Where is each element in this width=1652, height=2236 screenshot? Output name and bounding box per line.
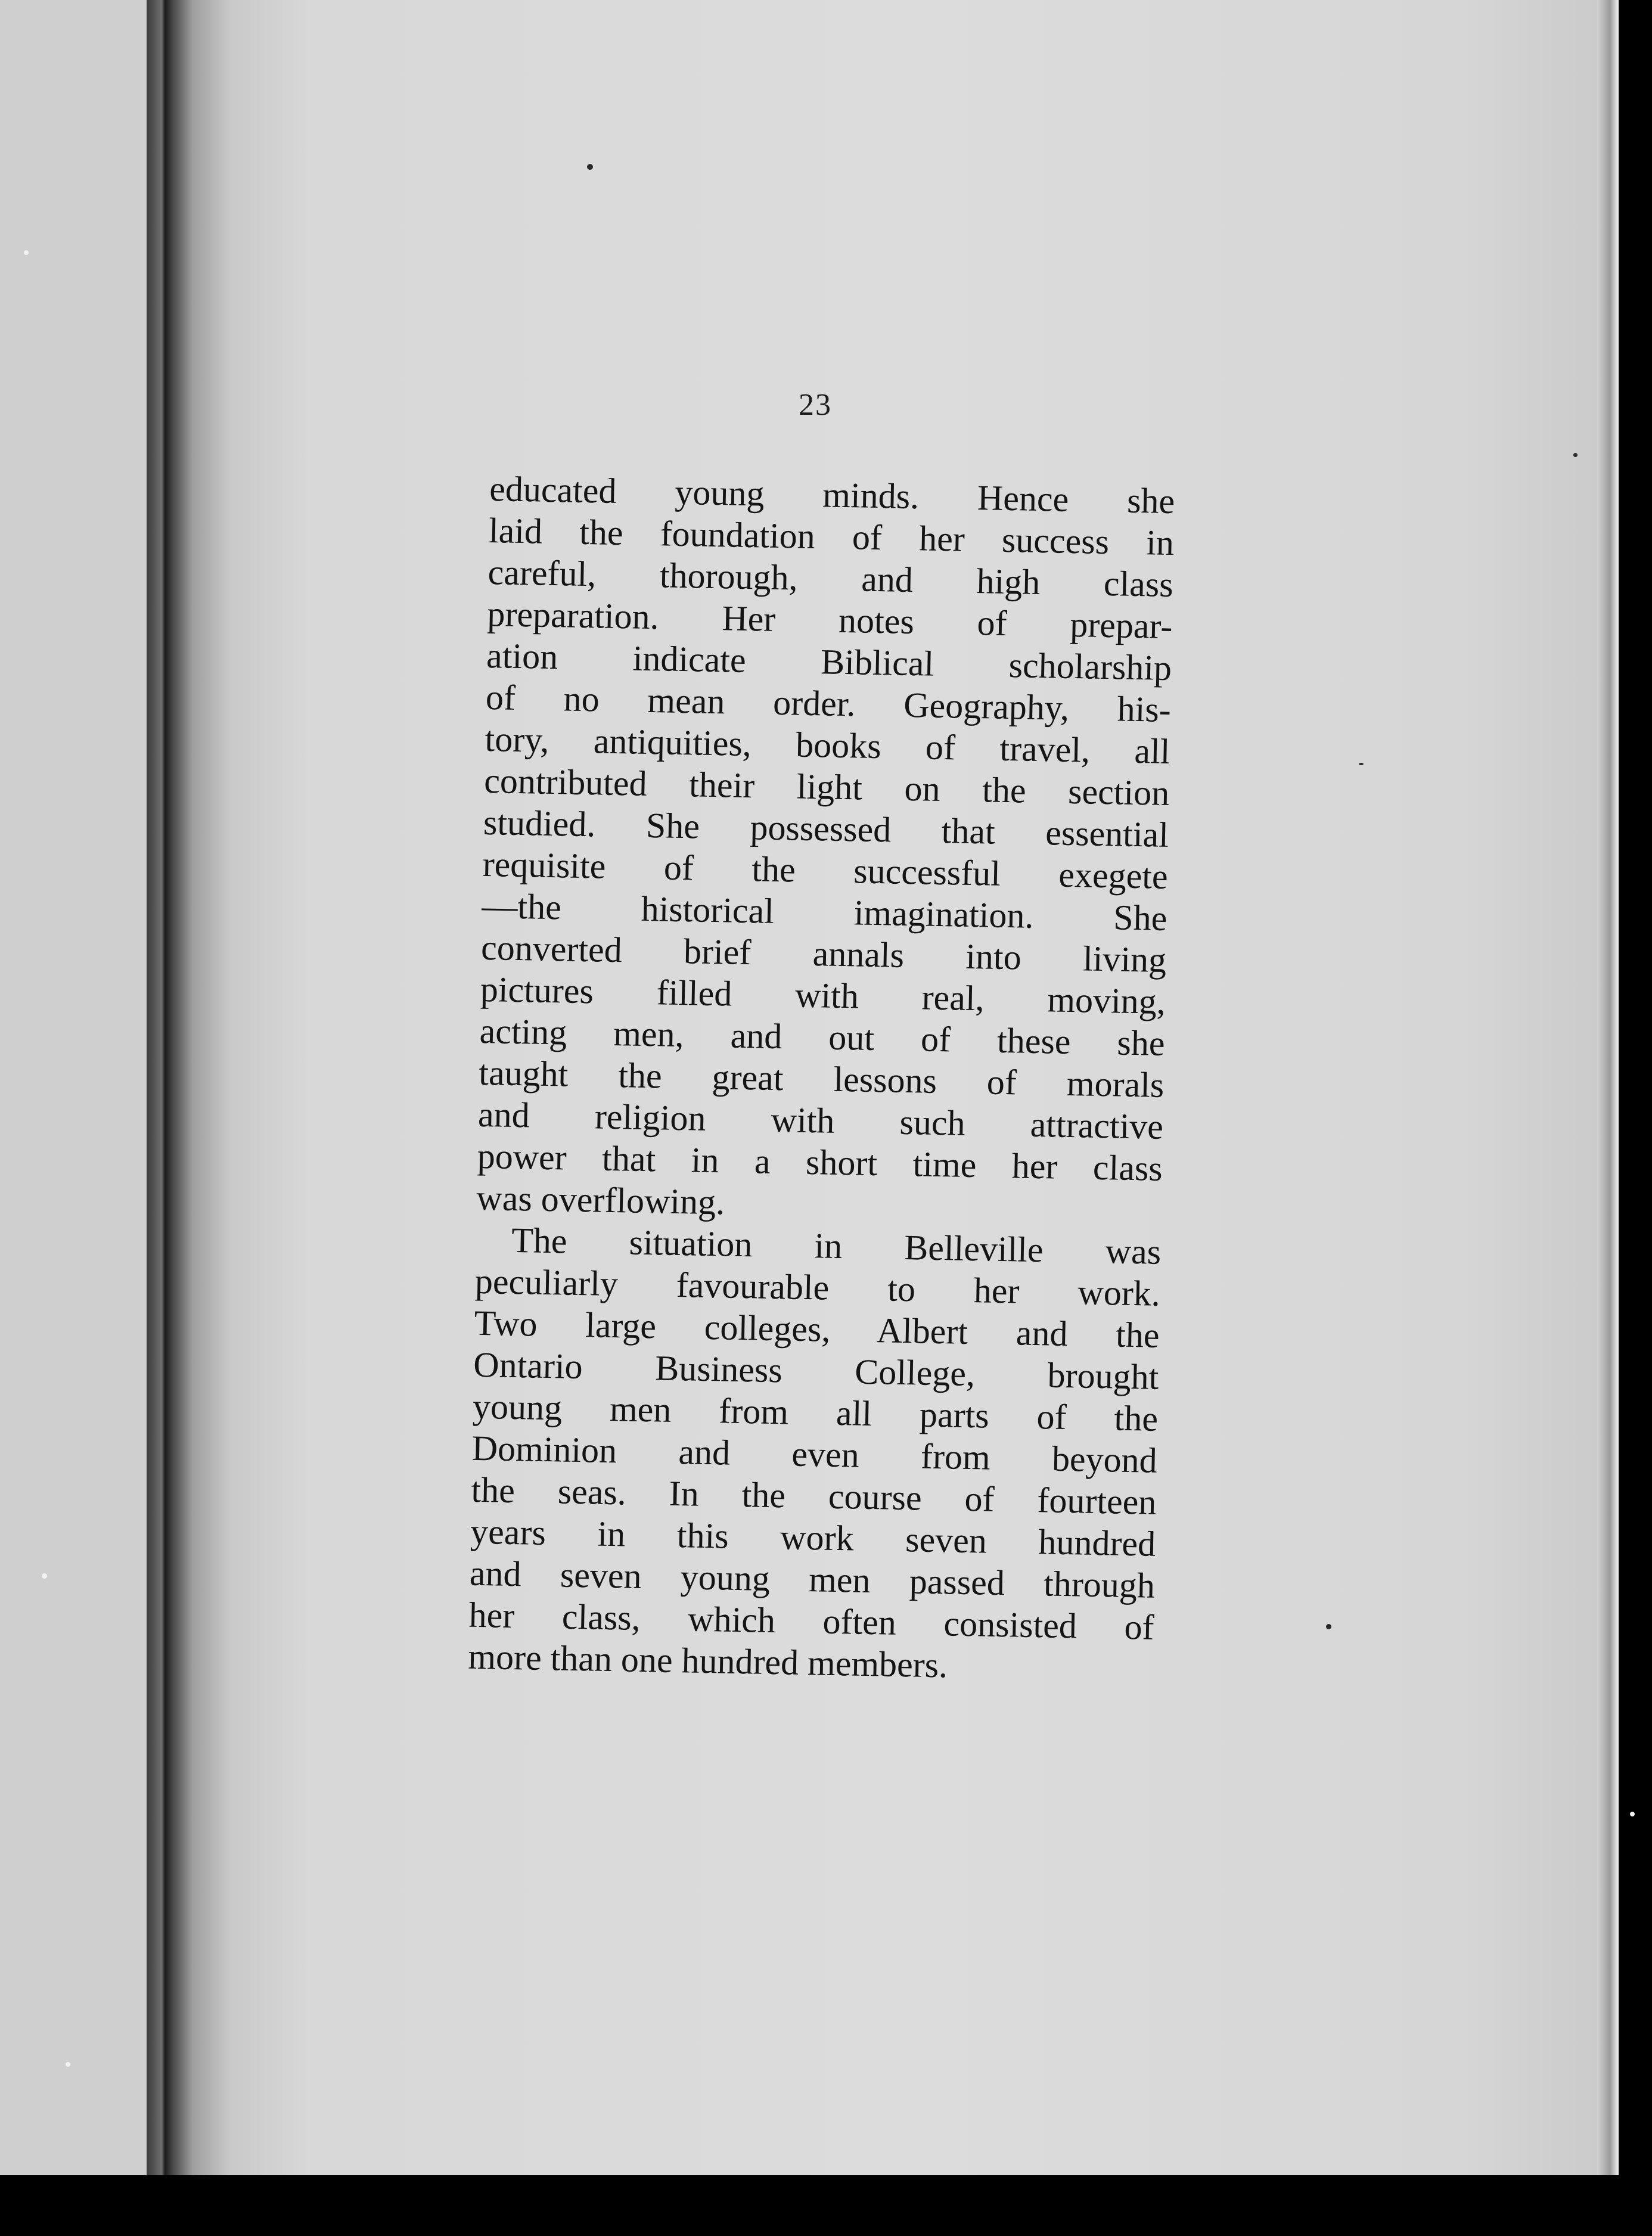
page-number: 23 <box>799 388 832 422</box>
text-line: preparation. Her notes of prepar- <box>486 594 1173 647</box>
text-line: the seas. In the course of fourteen <box>470 1470 1157 1522</box>
text-line: peculiarly favourable to her work. <box>474 1261 1161 1313</box>
text-line: The situation in Belleville was <box>511 1220 1162 1272</box>
dust-speck <box>1630 1812 1635 1816</box>
text-line: —the historical imagination. She <box>481 886 1167 938</box>
text-line: her class, which often consisted of <box>468 1595 1155 1647</box>
text-line: laid the foundation of her success in <box>488 510 1175 563</box>
text-line: pictures filled with real, moving, <box>480 969 1166 1021</box>
text-line: and religion with such attractive <box>477 1094 1164 1147</box>
body-text <box>468 468 1175 1690</box>
scan-bottom-border <box>0 2175 1652 2236</box>
text-line: ation indicate Biblical scholarship <box>486 635 1172 688</box>
book-gutter <box>147 0 230 2236</box>
text-line: contributed their light on the section <box>483 760 1170 813</box>
text-line: Ontario Business College, brought <box>473 1344 1159 1397</box>
text-line: was overflowing. <box>476 1178 725 1222</box>
text-line: studied. She possessed that essential <box>483 802 1169 855</box>
dust-speck <box>1326 1624 1331 1629</box>
dust-speck <box>24 250 29 255</box>
text-line: Two large colleges, Albert and the <box>474 1303 1160 1355</box>
page-right-edge <box>1597 0 1619 2175</box>
text-line: careful, thorough, and high class <box>487 552 1174 605</box>
text-line: taught the great lessons of morals <box>478 1052 1165 1105</box>
text-line: Dominion and even from beyond <box>471 1428 1158 1480</box>
text-line: power that in a short time her class <box>477 1136 1163 1188</box>
text-line: tory, antiquities, books of travel, all <box>485 719 1171 771</box>
text-line: acting men, and out of these she <box>479 1011 1166 1063</box>
left-page-edge <box>0 0 147 2236</box>
dust-speck <box>1359 763 1364 765</box>
dust-speck <box>1573 453 1578 457</box>
dust-speck <box>587 164 593 170</box>
dust-speck <box>66 2062 70 2067</box>
dust-speck <box>42 1573 47 1579</box>
paragraph <box>476 468 1175 1231</box>
text-line: and seven young men passed through <box>469 1553 1156 1605</box>
text-line: more than one hundred members. <box>467 1636 948 1685</box>
text-line: converted brief annals into living <box>480 927 1167 980</box>
text-line: educated young minds. Hence she <box>489 468 1175 521</box>
paragraph <box>468 1219 1162 1690</box>
text-line: of no mean order. Geography, his- <box>485 677 1172 730</box>
text-line: years in this work seven hundred <box>470 1511 1156 1564</box>
text-line: young men from all parts of the <box>472 1386 1159 1439</box>
text-line: requisite of the successful exegete <box>482 844 1169 896</box>
